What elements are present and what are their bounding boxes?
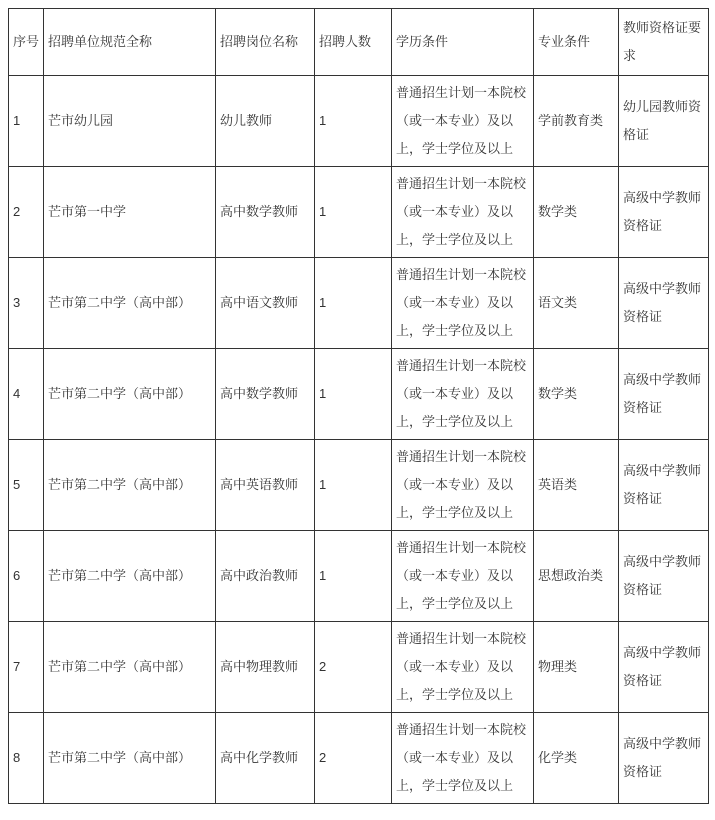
cell-position: 高中政治教师 xyxy=(216,531,315,622)
column-header-headcount: 招聘人数 xyxy=(315,9,392,76)
cell-certificate: 幼儿园教师资格证 xyxy=(619,76,709,167)
table-body xyxy=(9,76,709,804)
cell-unit: 芒市幼儿园 xyxy=(44,76,216,167)
cell-position: 高中物理教师 xyxy=(216,622,315,713)
cell-index: 1 xyxy=(9,76,44,167)
cell-certificate: 高级中学教师资格证 xyxy=(619,531,709,622)
cell-headcount: 1 xyxy=(315,349,392,440)
cell-position: 高中数学教师 xyxy=(216,167,315,258)
column-header-index: 序号 xyxy=(9,9,44,76)
table-row xyxy=(9,349,709,440)
cell-major: 化学类 xyxy=(534,713,619,804)
cell-major: 学前教育类 xyxy=(534,76,619,167)
cell-position: 高中英语教师 xyxy=(216,440,315,531)
cell-education: 普通招生计划一本院校（或一本专业）及以上，学士学位及以上 xyxy=(392,622,534,713)
cell-index: 6 xyxy=(9,531,44,622)
cell-certificate: 高级中学教师资格证 xyxy=(619,349,709,440)
column-header-certificate: 教师资格证要求 xyxy=(619,9,709,76)
cell-major: 语文类 xyxy=(534,258,619,349)
table-row xyxy=(9,440,709,531)
cell-index: 5 xyxy=(9,440,44,531)
header-row xyxy=(9,9,709,76)
table-row xyxy=(9,167,709,258)
cell-certificate: 高级中学教师资格证 xyxy=(619,167,709,258)
cell-index: 7 xyxy=(9,622,44,713)
table-row xyxy=(9,622,709,713)
column-header-unit: 招聘单位规范全称 xyxy=(44,9,216,76)
cell-unit: 芒市第二中学（高中部） xyxy=(44,258,216,349)
cell-unit: 芒市第二中学（高中部） xyxy=(44,440,216,531)
cell-major: 思想政治类 xyxy=(534,531,619,622)
cell-education: 普通招生计划一本院校（或一本专业）及以上，学士学位及以上 xyxy=(392,76,534,167)
cell-unit: 芒市第二中学（高中部） xyxy=(44,531,216,622)
table-row xyxy=(9,258,709,349)
cell-major: 数学类 xyxy=(534,167,619,258)
cell-unit: 芒市第二中学（高中部） xyxy=(44,713,216,804)
cell-position: 幼儿教师 xyxy=(216,76,315,167)
cell-headcount: 1 xyxy=(315,167,392,258)
cell-index: 3 xyxy=(9,258,44,349)
cell-unit: 芒市第二中学（高中部） xyxy=(44,622,216,713)
cell-headcount: 1 xyxy=(315,440,392,531)
cell-education: 普通招生计划一本院校（或一本专业）及以上，学士学位及以上 xyxy=(392,258,534,349)
table-head xyxy=(9,9,709,76)
cell-unit: 芒市第二中学（高中部） xyxy=(44,349,216,440)
table-row xyxy=(9,713,709,804)
cell-education: 普通招生计划一本院校（或一本专业）及以上，学士学位及以上 xyxy=(392,349,534,440)
cell-headcount: 1 xyxy=(315,76,392,167)
table-row xyxy=(9,531,709,622)
cell-education: 普通招生计划一本院校（或一本专业）及以上，学士学位及以上 xyxy=(392,167,534,258)
cell-education: 普通招生计划一本院校（或一本专业）及以上，学士学位及以上 xyxy=(392,713,534,804)
cell-position: 高中数学教师 xyxy=(216,349,315,440)
recruitment-table xyxy=(8,8,709,804)
column-header-position: 招聘岗位名称 xyxy=(216,9,315,76)
recruitment-table-container xyxy=(8,8,709,804)
column-header-education: 学历条件 xyxy=(392,9,534,76)
cell-index: 4 xyxy=(9,349,44,440)
cell-headcount: 1 xyxy=(315,531,392,622)
cell-certificate: 高级中学教师资格证 xyxy=(619,622,709,713)
cell-unit: 芒市第一中学 xyxy=(44,167,216,258)
cell-position: 高中化学教师 xyxy=(216,713,315,804)
cell-education: 普通招生计划一本院校（或一本专业）及以上，学士学位及以上 xyxy=(392,531,534,622)
column-header-major: 专业条件 xyxy=(534,9,619,76)
table-row xyxy=(9,76,709,167)
cell-certificate: 高级中学教师资格证 xyxy=(619,713,709,804)
cell-certificate: 高级中学教师资格证 xyxy=(619,258,709,349)
cell-position: 高中语文教师 xyxy=(216,258,315,349)
cell-headcount: 2 xyxy=(315,622,392,713)
cell-headcount: 2 xyxy=(315,713,392,804)
cell-index: 2 xyxy=(9,167,44,258)
cell-headcount: 1 xyxy=(315,258,392,349)
cell-education: 普通招生计划一本院校（或一本专业）及以上，学士学位及以上 xyxy=(392,440,534,531)
cell-major: 数学类 xyxy=(534,349,619,440)
cell-major: 英语类 xyxy=(534,440,619,531)
cell-major: 物理类 xyxy=(534,622,619,713)
cell-certificate: 高级中学教师资格证 xyxy=(619,440,709,531)
cell-index: 8 xyxy=(9,713,44,804)
